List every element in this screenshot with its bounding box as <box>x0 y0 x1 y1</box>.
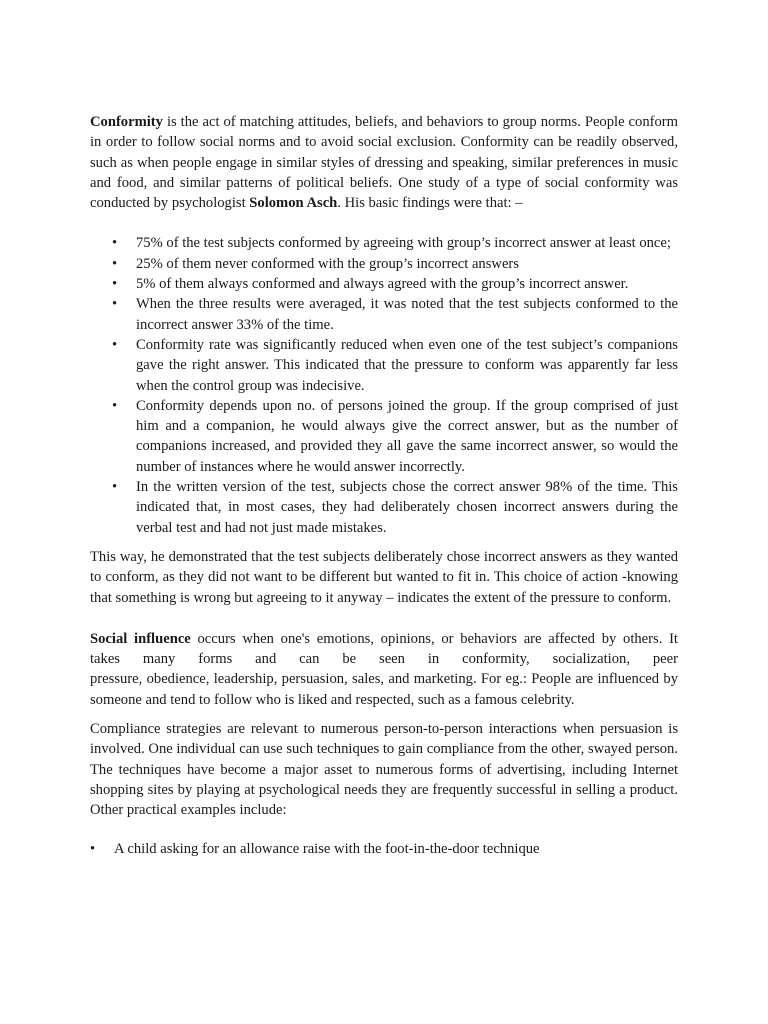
bullet-icon: • <box>112 336 118 353</box>
example-text: A child asking for an allowance raise with the foot-in-the-door technique <box>114 840 540 857</box>
findings-intro: . His basic findings were that: – <box>337 195 523 212</box>
social-influence-rest: pressure, obedience, leadership, persuasion, sales, and marketing. For eg.: People are influenced by someone and tend to follow who is liked and respected, such as a famous celebrity. <box>90 671 678 708</box>
demonstration-paragraph: This way, he demonstrated that the test subjects deliberately chose incorrect answers as they wanted to conform, as they did not want to be different but wanted to fit in. This choice of action -knowing that something is wrong but agreeing to it anyway – indicates the extent of the pressure to conform. <box>90 548 678 606</box>
finding-text: In the written version of the test, subjects chose the correct answer 98% of the time. This indicated that, in most cases, they had deliberately chosen incorrect answers during the verbal test and had not just made mistakes. <box>136 479 678 536</box>
social-influence-line2: takes many forms and can be seen in conformity, socialization, peer <box>90 651 678 668</box>
finding-text: Conformity rate was significantly reduced when even one of the test subject’s companions gave the right answer. This indicated that the pressure to conform was apparently far less when the control group was indecisive. <box>136 336 678 394</box>
social-influence-line1-text: occurs when one's emotions, opinions, or behaviors are affected by others. It <box>190 630 678 647</box>
list-item <box>90 294 678 335</box>
conformity-term: Conformity <box>90 114 163 130</box>
list-item <box>90 274 678 294</box>
compliance-paragraph: Compliance strategies are relevant to numerous person-to-person interactions when persuasion is involved. One individual can use such techniques to gain compliance from the other, swayed person. The techniques have become a major asset to numerous forms of advertising, including Internet shopping sites by playing at psychological needs they are frequently successful in selling a product. Other practical examples include: <box>90 721 678 819</box>
conformity-text: is the act of matching attitudes, beliefs, and behaviors to group norms. People conform in order to follow social norms and to avoid social exclusion. Conformity can be readily observed, such as when people engage in similar styles of dressing and speaking, similar preferences in music and food, and similar patterns of political beliefs. One study of a type of social conformity was conducted by psychologist <box>90 114 678 212</box>
finding-text: 5% of them always conformed and always agreed with the group’s incorrect answer. <box>136 276 629 293</box>
social-influence-paragraph <box>90 629 678 710</box>
findings-list <box>90 233 678 537</box>
bullet-icon: • <box>112 479 118 496</box>
finding-text: Conformity depends upon no. of persons joined the group. If the group comprised of just him and a companion, he would always give the correct answer, but as the number of companions increased, and provided they all gave the same incorrect answer, so would the number of instances where he would answer incorrectly. <box>136 397 678 475</box>
bullet-icon: • <box>112 235 118 252</box>
finding-text: 25% of them never conformed with the group’s incorrect answers <box>136 255 519 272</box>
bullet-icon: • <box>112 255 118 272</box>
document-page <box>90 112 678 859</box>
list-item <box>90 839 678 859</box>
social-influence-line1 <box>90 629 678 649</box>
finding-text: 75% of the test subjects conformed by agreeing with group’s incorrect answer at least once; <box>136 235 671 252</box>
bullet-icon: • <box>112 276 118 293</box>
list-item <box>90 335 678 396</box>
bullet-icon: • <box>90 840 96 857</box>
examples-list <box>90 839 678 859</box>
social-influence-term: Social influence <box>90 630 191 647</box>
list-item <box>90 477 678 538</box>
solomon-asch-name: Solomon Asch <box>249 195 338 212</box>
bullet-icon: • <box>112 397 118 414</box>
list-item <box>90 233 678 253</box>
conformity-paragraph <box>90 112 678 213</box>
bullet-icon: • <box>112 296 118 313</box>
list-item <box>90 396 678 477</box>
finding-text: When the three results were averaged, it was noted that the test subjects conformed to the incorrect answer 33% of the time. <box>136 296 678 333</box>
list-item <box>90 254 678 274</box>
